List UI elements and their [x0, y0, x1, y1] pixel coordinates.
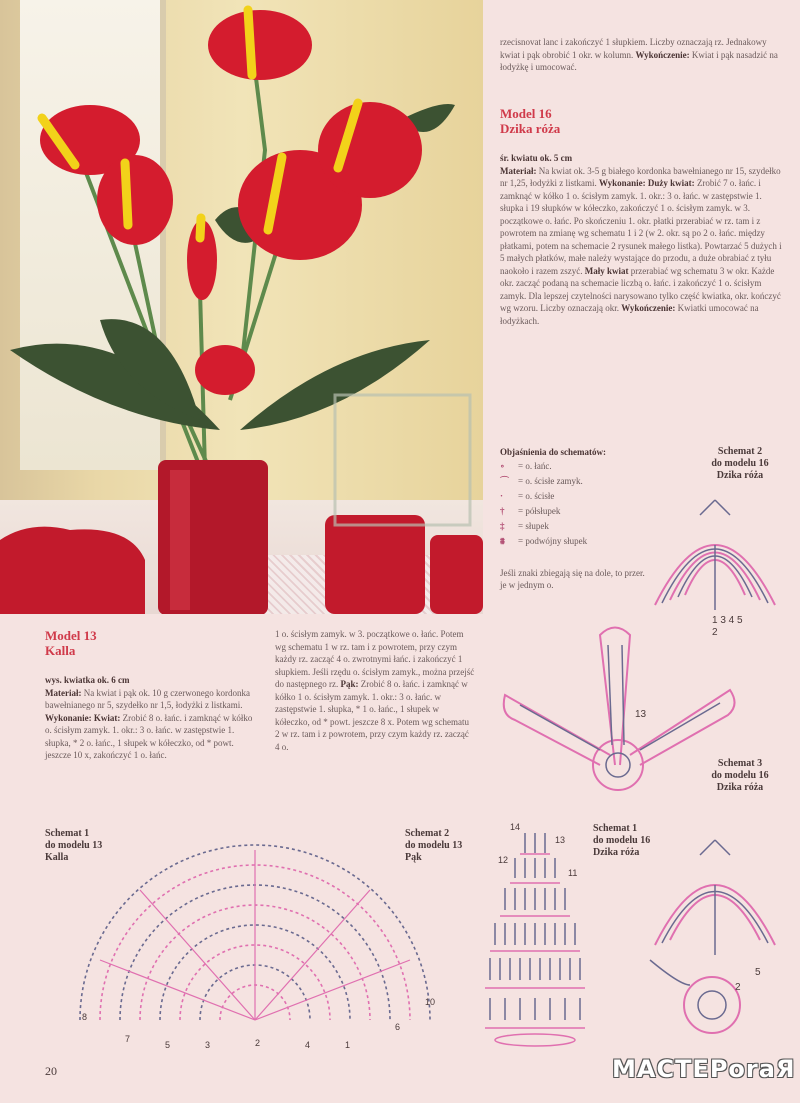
schemat3-16-label: Schemat 3 do modelu 16 Dzika róża — [711, 758, 769, 793]
model16-intro — [500, 36, 785, 74]
schemat3-16-num13: 13 — [635, 709, 647, 720]
model13-col2: 1 o. ścisłym zamyk. w 3. początkowe o. łańc. Potem wg schematu 1 w rz. tam i z powrotem, przy czym każdy rz. zacząć 4 o. zwrotnymi łańc. i zakończyć 1 słupkiem. Jeśli rzędu o. ścisłym zamyk., można przejść do następnego rz. Pąk: Zrobić 8 o. łańc. i zamknąć w kółko 1 o. ścisłym zamyk. 1. okr.: 3 o. łańc. w zastępstwie 1. słupka, * 1 o. łańc., 1 słupek w kółeczko, od * powt. jeszcze 8 x. Potem wg schematu 2 w rz. tam i z powrotem, przy czym każdy rz. zacząć 4 o. — [275, 629, 475, 752]
schemat2-16-diagram — [640, 495, 790, 635]
legend-symbol: ‡ — [500, 520, 505, 531]
legend-text: = półsłupek — [518, 505, 561, 516]
intro-text: rzecisnovat lanc i zakończyć 1 słupkiem. Liczby oznaczają rz. Jednakowy kwiat i pąk obrobić 1 okr. w kolumn. — [500, 37, 767, 60]
legend-row — [500, 459, 680, 474]
num-2: 2 — [255, 1038, 261, 1048]
schemat1-13-label: Schemat 1 do modelu 13 Kalla — [45, 828, 103, 863]
legend-note: Jeśli znaki zbiegają się na dole, to przer. je w jednym o. — [500, 567, 645, 590]
legend-text: = o. ścisłe zamyk. — [518, 475, 583, 486]
schemat1-16-label: Schemat 1 do modelu 16 Dzika róża — [593, 823, 651, 858]
legend-row — [500, 474, 680, 489]
legend-symbol: ∘ — [500, 460, 505, 471]
legend-text: = o. łańc. — [518, 460, 552, 471]
flower-arrangement — [0, 0, 483, 614]
num-10: 10 — [425, 997, 436, 1007]
legend-title: Objaśnienia do schematów: — [500, 447, 607, 457]
model13-col1: wys. kwiatka ok. 6 cm Materiał: Na kwiat i pąk ok. 10 g czerwonego kordonka bawełnianego nr 5, szydełko nr 1,5, łodyżki z listkami. Wykonanie: Kwiat: Zrobić 8 o. łańc. i zamknąć w kółko o. ścisłym zamyk. 1. okr.: 3 o. łańc. w zastępstwie 1. słupka, * 2 o. łańc., 1 słupek w kółeczko, od * powt. jeszcze 10 x, zakończyć 1 o. łańc. — [45, 675, 253, 760]
watermark-logo: МАСТЕРоrаЯ — [612, 1055, 796, 1083]
legend-symbol: ⩩ — [500, 535, 505, 546]
model16-body: śr. kwiatu ok. 5 cm Materiał: Na kwiat ok. 3-5 g białego kordonka bawełnianego nr 15, szydełko nr 1,25, łodyżki z listkami. Wykonanie: Duży kwiat: Zrobić 7 o. łańc. i zamknąć w kółko 1 o. ścisłym zamyk. 1. okr.: 3 o. łańc. w zastępstwie 1. słupka i 19 słupków w kółeczko, zakończyć 1 o. ścisłym zamyk. w 3. początkowe o. łańc. Po skończeniu 1. okr. płatki przerabiać w rz. tam i z powrotem na zmianę wg schematu 1 i 2 (w 2. okr. są po 2 o. łańc. między płatkami, potem na schemacie 2 rysunek małego listka). Powtarzać 5 dużych i 5 małych płatków, małe należy wystające do przodu, a duże obrabiać z tyłu naokoło i razem zszyć. Mały kwiat przerabiać wg schematu 3 w okr. Każde okr. zacząć podaną na schemacie liczbą o. łańc. i zakończyć 1 o. ścisłym zamyk. Dla lepszej czytelności narysowano tylko część kwiatka, okr. kończyć wg wzoru. Liczby oznaczają okr. Wykończenie: Kwiatki umocować na łodyżkach. — [500, 153, 782, 326]
num-3: 3 — [205, 1040, 211, 1050]
num-1: 1 — [345, 1040, 351, 1050]
num-2: 2 — [735, 982, 741, 993]
legend-text: = podwójny słupek — [518, 535, 588, 546]
anthurium-photo — [0, 0, 483, 614]
num-12: 12 — [498, 855, 509, 865]
wykonczenie-text: Kwiat i pąk nasadzić na łodyżkę i umocować. — [500, 49, 778, 72]
schemat2-13-label: Schemat 2 do modelu 13 Pąk — [405, 828, 463, 863]
model13-title: Model 13 Kalla — [45, 628, 97, 658]
num-5: 5 — [755, 967, 761, 978]
legend-symbol: · — [500, 490, 504, 501]
num-11: 11 — [568, 868, 578, 878]
legend-text: = słupek — [518, 520, 549, 531]
num-5: 5 — [165, 1040, 171, 1050]
glass-lantern — [335, 395, 470, 525]
vase — [158, 460, 268, 614]
size-text: śr. kwiatu ok. 5 cm — [500, 153, 573, 163]
schemat2-16-num2: 2 — [712, 627, 718, 635]
num-13: 13 — [555, 835, 566, 845]
num-6: 6 — [395, 1022, 401, 1032]
anthurium-flowers — [40, 10, 422, 395]
wykonczenie-label: Wykończenie: — [635, 49, 690, 60]
page-number: 20 — [45, 1064, 57, 1078]
schemat1-16-diagram — [640, 835, 790, 1035]
schemat2-16-label: Schemat 2 do modelu 16 Dzika róża — [711, 446, 769, 481]
legend-text: = o. ścisłe — [518, 490, 555, 501]
schemat2-16-numbers: 1 3 4 5 — [712, 615, 743, 626]
num-7: 7 — [125, 1034, 131, 1044]
schemat2-13-diagram — [480, 818, 610, 1053]
legend-symbol: † — [500, 505, 505, 516]
model16-title: Model 16 Dzika róża — [500, 106, 561, 136]
schemat1-13-diagram — [60, 830, 450, 1055]
legend-symbol: ⌒ — [500, 475, 510, 486]
num-14: 14 — [510, 822, 521, 832]
num-4: 4 — [305, 1040, 311, 1050]
num-8: 8 — [82, 1012, 88, 1022]
